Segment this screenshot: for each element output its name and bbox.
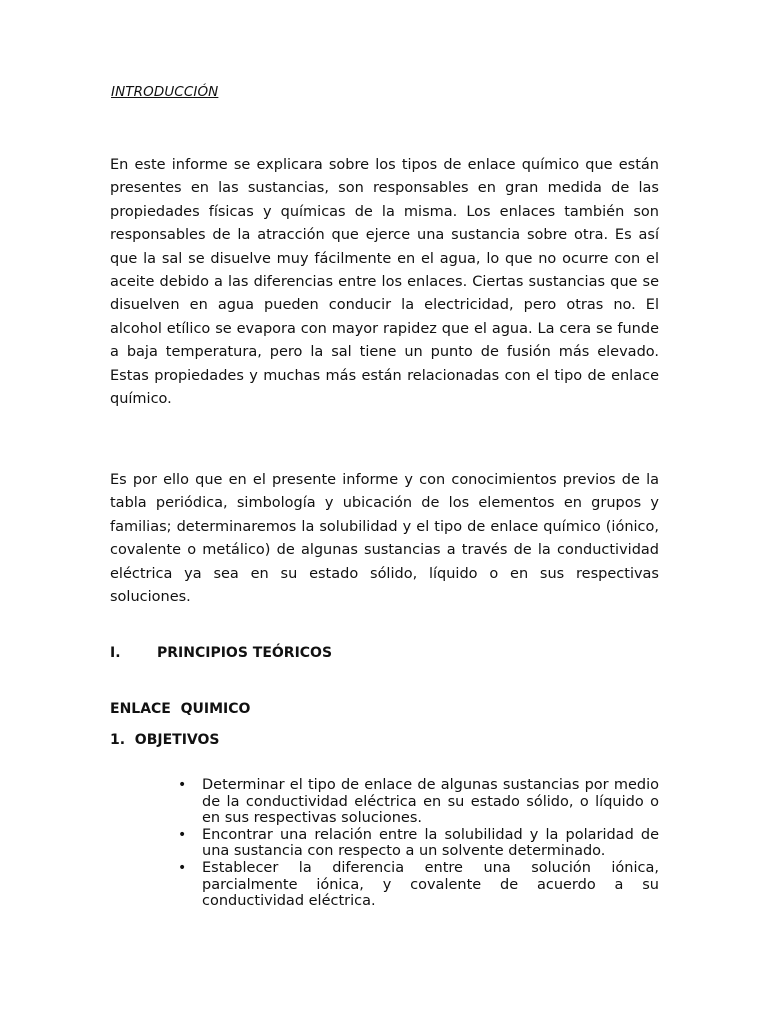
intro-paragraph-1: En este informe se explicara sobre los tipos de enlace químico que están presentes en las sustancias, son responsables en gran medida de las propiedades físicas y químicas de la misma. Los enlaces también son responsables de la atracción que ejerce una sustancia sobre otra. Es así que la sal se disuelve muy fácilmente en el agua, lo que no ocurre con el aceite debido a las diferencias entre los enlaces. Ciertas sustancias que se disuelven en agua pueden conducir la electricidad, pero otras no. El alcohol etílico se evapora con mayor rapidez que el agua. La cera se funde a baja temperatura, pero la sal tiene un punto de fusión más elevado. Estas propiedades y muchas más están relacionadas con el tipo de enlace químico. (110, 157, 659, 408)
objectives-heading: 1. OBJETIVOS (110, 732, 220, 748)
bullet-icon: • (178, 777, 187, 793)
section-heading (110, 645, 332, 661)
section-number: I. (110, 645, 121, 661)
objective-text: Establecer la diferencia entre una solución iónica, parcialmente iónica, y covalente de acuerdo a su conductividad eléctrica. (202, 859, 659, 910)
enlace-quimico-heading: ENLACE QUIMICO (110, 701, 251, 717)
introduction-title: INTRODUCCIÓN (111, 84, 219, 100)
objective-text: Determinar el tipo de enlace de algunas sustancias por medio de la conductividad eléctrica en su estado sólido, o líquido o en sus respectivas soluciones. (202, 777, 659, 827)
bullet-icon: • (178, 859, 187, 876)
list-item (178, 860, 659, 910)
objectives-list (178, 777, 659, 910)
intro-paragraph-2: Es por ello que en el presente informe y con conocimientos previos de la tabla periódica, simbología y ubicación de los elementos en grupos y familias; determinaremos la solubilidad y el tipo de enlace químico (iónico, covalente o metálico) de algunas sustancias a través de la conductividad eléctrica ya sea en su estado sólido, líquido o en sus respectivas soluciones. (110, 472, 659, 606)
list-item (178, 827, 659, 860)
section-title: PRINCIPIOS TEÓRICOS (157, 645, 333, 661)
list-item (178, 777, 659, 827)
bullet-icon: • (178, 826, 187, 843)
objective-text: Encontrar una relación entre la solubilidad y la polaridad de una sustancia con respecto a un solvente determinado. (202, 826, 659, 860)
